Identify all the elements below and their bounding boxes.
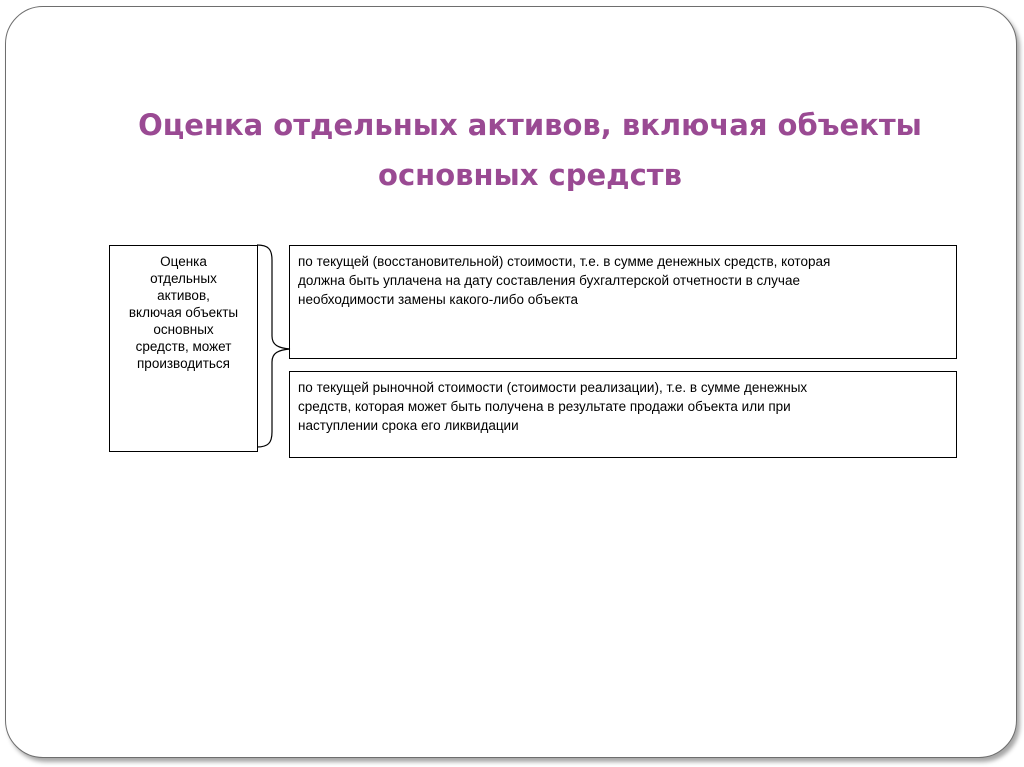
option-2-line-3: наступлении срока его ликвидации xyxy=(298,418,519,433)
valuation-subject-line-3: активов, xyxy=(157,288,210,303)
valuation-subject-line-4: включая объекты xyxy=(128,305,239,320)
slide-title-line-1: Оценка отдельных активов, включая объекты xyxy=(138,108,922,142)
curly-brace-connector xyxy=(256,244,292,448)
option-1-line-3: необходимости замены какого-либо объекта xyxy=(298,292,579,307)
option-2-line-1: по текущей рыночной стоимости (стоимости реализации), т.е. в сумме денежных xyxy=(298,380,808,395)
slide-title xyxy=(100,100,960,200)
option-box-market-value xyxy=(289,371,957,458)
valuation-subject-line-7: производиться xyxy=(137,356,230,371)
valuation-subject-line-5: основных xyxy=(153,322,214,337)
option-1-line-1: по текущей (восстановительной) стоимости, т.е. в сумме денежных средств, которая xyxy=(298,254,831,269)
valuation-subject-line-6: средств, может xyxy=(135,339,232,354)
option-box-replacement-cost xyxy=(289,245,957,359)
valuation-subject-box xyxy=(109,245,258,452)
valuation-subject-line-2: отдельных xyxy=(150,271,217,286)
valuation-subject-line-1: Оценка xyxy=(160,254,207,269)
option-1-line-2: должна быть уплачена на дату составления бухгалтерской отчетности в случае xyxy=(298,273,800,288)
option-2-line-2: средств, которая может быть получена в результате продажи объекта или при xyxy=(298,399,791,414)
slide-title-line-2: основных средств xyxy=(378,158,682,192)
